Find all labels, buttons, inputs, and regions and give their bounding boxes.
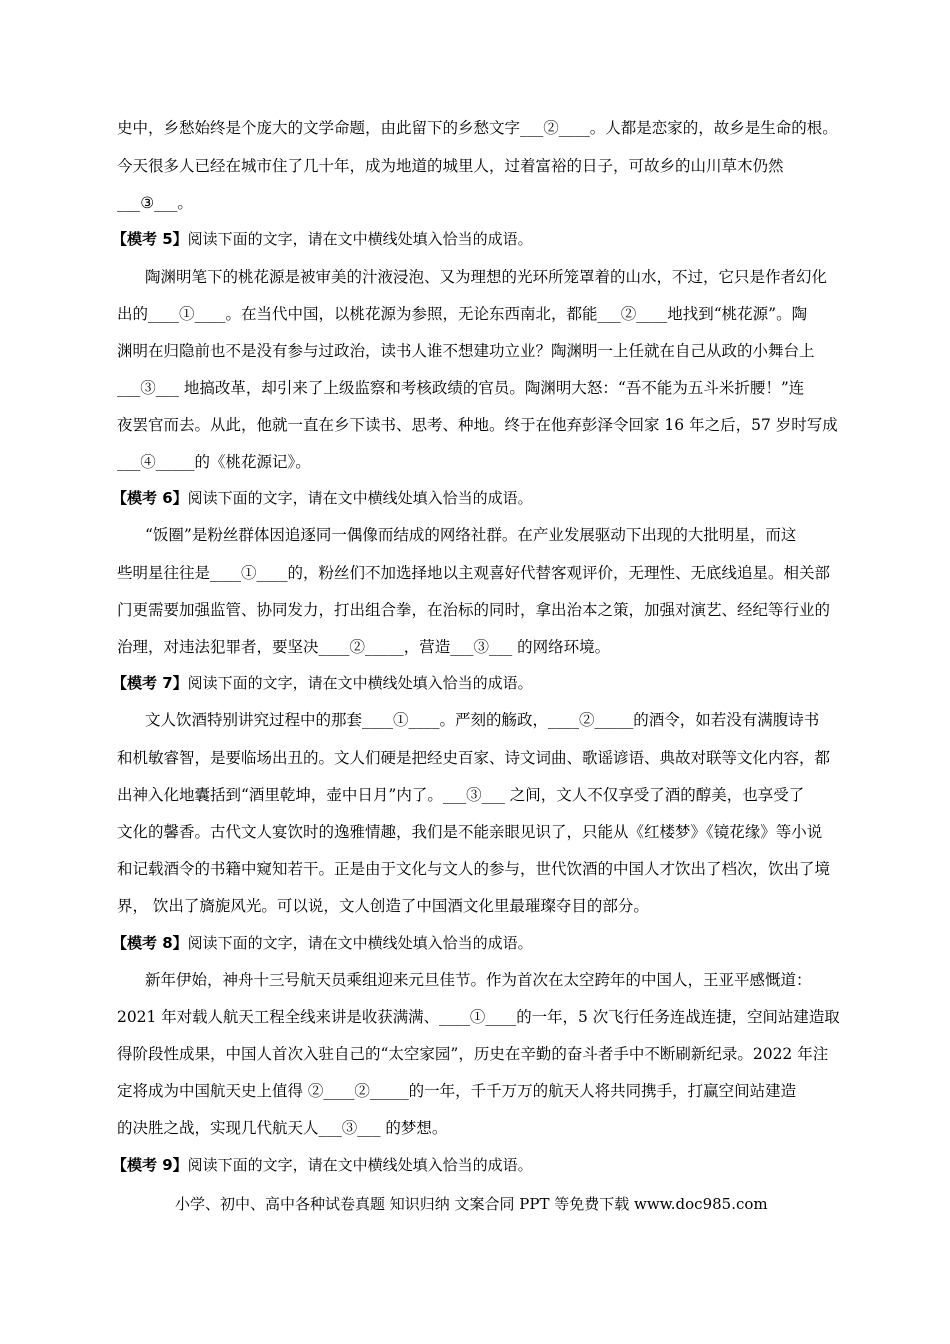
text-line: ___④_____的《桃花源记》。 — [117, 453, 311, 471]
text-line: 夜罢官而去。从此，他就一直在乡下读书、思考、种地。终于在他弃彭泽令回家 16 年之后，57 岁时写成 — [117, 416, 838, 434]
question-instruction: 阅读下面的文字，请在文中横线处填入恰当的成语。 — [187, 489, 533, 507]
text-line: ___③___。 — [117, 194, 193, 212]
question-heading — [112, 229, 533, 249]
text-line: 门更需要加强监管、协同发力，打出组合拳，在治标的同时，拿出治本之策，加强对演艺、经纪等行业的 — [117, 601, 831, 619]
question-label: 【模考 5】 — [112, 230, 188, 248]
text-line: 文化的馨香。古代文人宴饮时的逸雅情趣，我们是不能亲眼见识了，只能从《红楼梦》《镜花缘》等小说 — [117, 823, 823, 841]
text-line: “饭圈”是粉丝群体因追逐同一偶像而结成的网络社群。在产业发展驱动下出现的大批明星，而这 — [145, 526, 797, 544]
text-line: 些明星往往是____①____的，粉丝们不加选择地以主观喜好代替客观评价，无理性、无底线追星。相关部 — [117, 564, 831, 582]
text-line: 史中，乡愁始终是个庞大的文学命题，由此留下的乡愁文字___②____。人都是恋家的，故乡是生命的根。 — [117, 119, 838, 137]
text-line: 和机敏睿智，是要临场出丑的。文人们硬是把经史百家、诗文词曲、歌谣谚语、典故对联等文化内容，都 — [117, 749, 831, 767]
text-line: 新年伊始，神舟十三号航天员乘组迎来元旦佳节。作为首次在太空跨年的中国人，王亚平感慨道： — [145, 971, 812, 989]
text-line: 得阶段性成果，中国人首次入驻自己的“太空家园”，历史在辛勤的奋斗者手中不断刷新纪录。2022 年注 — [117, 1045, 829, 1063]
text-line: 出神入化地囊括到“酒里乾坤，壶中日月”内了。___③___ 之间，文人不仅享受了酒的醇美，也享受了 — [117, 786, 805, 804]
text-line: 渊明在归隐前也不是没有参与过政治，读书人谁不想建功立业？陶渊明一上任就在自己从政的小舞台上 — [117, 342, 815, 360]
text-line: 的决胜之战，实现几代航天人___③___ 的梦想。 — [117, 1119, 448, 1137]
question-instruction: 阅读下面的文字，请在文中横线处填入恰当的成语。 — [187, 230, 533, 248]
question-heading — [112, 933, 533, 953]
question-label: 【模考 8】 — [112, 934, 188, 952]
text-line: 定将成为中国航天史上值得 ②____②_____的一年，千千万万的航天人将共同携手，打赢空间站建造 — [117, 1082, 797, 1100]
question-instruction: 阅读下面的文字，请在文中横线处填入恰当的成语。 — [187, 934, 533, 952]
text-line: 出的____①____。在当代中国，以桃花源为参照，无论东西南北，都能___②____地找到“桃花源”。陶 — [117, 305, 808, 323]
question-instruction: 阅读下面的文字，请在文中横线处填入恰当的成语。 — [187, 1156, 533, 1174]
page-footer: 小学、初中、高中各种试卷真题 知识归纳 文案合同 PPT 等免费下载 www.doc985.com — [175, 1195, 768, 1213]
question-label: 【模考 7】 — [112, 674, 188, 692]
text-line: 陶渊明笔下的桃花源是被审美的汁液浸泡、又为理想的光环所笼罩着的山水，不过，它只是作者幻化 — [145, 268, 828, 286]
text-line: ___③___ 地搞改革，却引来了上级监察和考核政绩的官员。陶渊明大怒：“吾不能为五斗米折腰！”连 — [117, 379, 805, 397]
text-line: 治理，对违法犯罪者，要坚决____②_____，营造___③___ 的网络环境。 — [117, 638, 611, 656]
question-label: 【模考 9】 — [112, 1156, 188, 1174]
text-line: 和记载酒令的书籍中窥知若干。正是由于文化与文人的参与，世代饮酒的中国人才饮出了档次，饮出了境 — [117, 860, 831, 878]
text-line: 界， 饮出了旖旎风光。可以说，文人创造了中国酒文化里最璀璨夺目的部分。 — [117, 897, 649, 915]
question-heading — [112, 488, 533, 508]
question-instruction: 阅读下面的文字，请在文中横线处填入恰当的成语。 — [187, 674, 533, 692]
question-heading — [112, 1155, 533, 1175]
question-label: 【模考 6】 — [112, 489, 188, 507]
text-line: 文人饮酒特别讲究过程中的那套____①____。严刻的觞政，____②_____的酒令，如若没有满腹诗书 — [145, 711, 820, 729]
question-heading — [112, 673, 533, 693]
text-line: 今天很多人已经在城市住了几十年，成为地道的城里人，过着富裕的日子，可故乡的山川草木仍然 — [117, 157, 784, 175]
text-line: 2021 年对载人航天工程全线来讲是收获满满、____①____的一年，5 次飞行任务连战连捷，空间站建造取 — [117, 1008, 840, 1026]
